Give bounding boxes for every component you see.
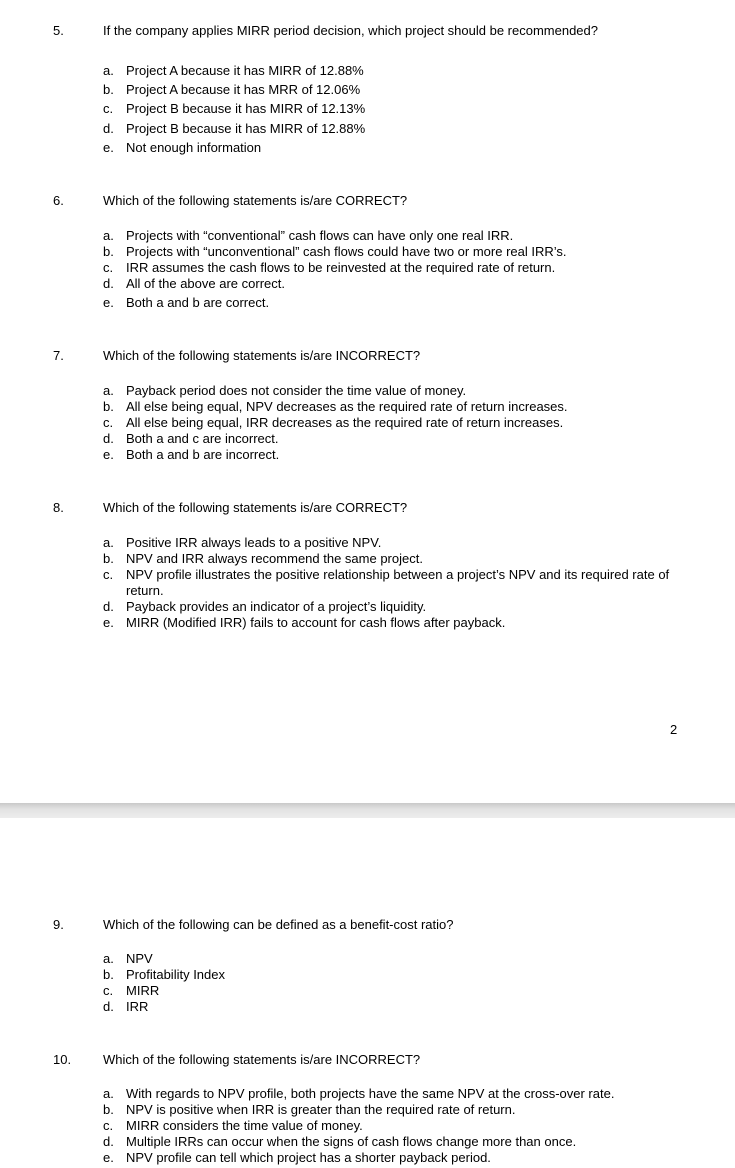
document-page-2 bbox=[0, 818, 735, 1168]
option-letter: c. bbox=[103, 1118, 114, 1133]
option-letter: a. bbox=[103, 63, 114, 78]
option-letter: c. bbox=[103, 101, 114, 116]
question-number: 7. bbox=[53, 348, 64, 363]
page-number: 2 bbox=[670, 722, 678, 737]
question-number: 6. bbox=[53, 193, 64, 208]
option-text: NPV bbox=[126, 951, 153, 966]
option-text: Multiple IRRs can occur when the signs of cash flows change more than once. bbox=[126, 1134, 577, 1149]
option-text: Not enough information bbox=[126, 140, 262, 155]
option-text: All else being equal, NPV decreases as the required rate of return increases. bbox=[126, 399, 568, 414]
option-text: Profitability Index bbox=[126, 967, 225, 982]
option-text: All of the above are correct. bbox=[126, 276, 285, 291]
option-letter: a. bbox=[103, 383, 114, 398]
option-letter: d. bbox=[103, 276, 114, 291]
option-text: Payback period does not consider the time value of money. bbox=[126, 383, 467, 398]
question-number: 10. bbox=[53, 1052, 72, 1067]
option-text: Project B because it has MIRR of 12.13% bbox=[126, 101, 366, 116]
option-text: Projects with “unconventional” cash flows could have two or more real IRR’s. bbox=[126, 244, 567, 259]
option-letter: c. bbox=[103, 415, 114, 430]
option-letter: b. bbox=[103, 1102, 114, 1117]
option-letter: c. bbox=[103, 260, 114, 275]
option-letter: a. bbox=[103, 951, 114, 966]
option-text: All else being equal, IRR decreases as the required rate of return increases. bbox=[126, 415, 564, 430]
option-text: With regards to NPV profile, both projects have the same NPV at the cross-over rate. bbox=[126, 1086, 615, 1101]
option-text: Project A because it has MIRR of 12.88% bbox=[126, 63, 364, 78]
question-text: Which of the following statements is/are INCORRECT? bbox=[103, 348, 421, 363]
option-text: Both a and b are correct. bbox=[126, 295, 270, 310]
option-letter: d. bbox=[103, 121, 114, 136]
option-letter: b. bbox=[103, 82, 114, 97]
option-text: NPV and IRR always recommend the same project. bbox=[126, 551, 423, 566]
option-letter: a. bbox=[103, 535, 114, 550]
option-letter: a. bbox=[103, 1086, 114, 1101]
option-letter: e. bbox=[103, 1150, 114, 1165]
question-number: 8. bbox=[53, 500, 64, 515]
question-text: Which of the following statements is/are INCORRECT? bbox=[103, 1052, 421, 1067]
option-letter: e. bbox=[103, 615, 114, 630]
option-text: MIRR bbox=[126, 983, 160, 998]
option-letter: c. bbox=[103, 983, 114, 998]
page-separator bbox=[0, 803, 735, 818]
option-text: IRR bbox=[126, 999, 149, 1014]
option-text: NPV is positive when IRR is greater than the required rate of return. bbox=[126, 1102, 516, 1117]
option-letter: e. bbox=[103, 447, 114, 462]
option-letter: b. bbox=[103, 244, 114, 259]
option-text: NPV profile can tell which project has a shorter payback period. bbox=[126, 1150, 491, 1165]
question-number: 5. bbox=[53, 23, 64, 38]
option-letter: e. bbox=[103, 140, 114, 155]
option-letter: c. bbox=[103, 567, 114, 582]
question-text: Which of the following statements is/are CORRECT? bbox=[103, 500, 408, 515]
option-letter: b. bbox=[103, 967, 114, 982]
option-letter: d. bbox=[103, 1134, 114, 1149]
question-text: Which of the following can be defined as a benefit-cost ratio? bbox=[103, 917, 454, 932]
question-text: Which of the following statements is/are CORRECT? bbox=[103, 193, 408, 208]
option-text: Both a and c are incorrect. bbox=[126, 431, 279, 446]
option-text: Project B because it has MIRR of 12.88% bbox=[126, 121, 366, 136]
option-letter: d. bbox=[103, 599, 114, 614]
option-text: NPV profile illustrates the positive relationship between a project’s NPV and its required rate of return. bbox=[126, 567, 670, 598]
option-text: Both a and b are incorrect. bbox=[126, 447, 280, 462]
option-text: MIRR considers the time value of money. bbox=[126, 1118, 363, 1133]
option-text: Positive IRR always leads to a positive NPV. bbox=[126, 535, 382, 550]
option-letter: a. bbox=[103, 228, 114, 243]
option-letter: b. bbox=[103, 551, 114, 566]
option-text: MIRR (Modified IRR) fails to account for cash flows after payback. bbox=[126, 615, 506, 630]
option-text: Project A because it has MRR of 12.06% bbox=[126, 82, 361, 97]
option-letter: b. bbox=[103, 399, 114, 414]
question-number: 9. bbox=[53, 917, 64, 932]
option-letter: d. bbox=[103, 431, 114, 446]
option-text: IRR assumes the cash flows to be reinvested at the required rate of return. bbox=[126, 260, 556, 275]
option-text: Payback provides an indicator of a project’s liquidity. bbox=[126, 599, 427, 614]
option-letter: e. bbox=[103, 295, 114, 310]
question-text: If the company applies MIRR period decision, which project should be recommended? bbox=[103, 23, 598, 38]
option-text: Projects with “conventional” cash flows can have only one real IRR. bbox=[126, 228, 514, 243]
option-letter: d. bbox=[103, 999, 114, 1014]
